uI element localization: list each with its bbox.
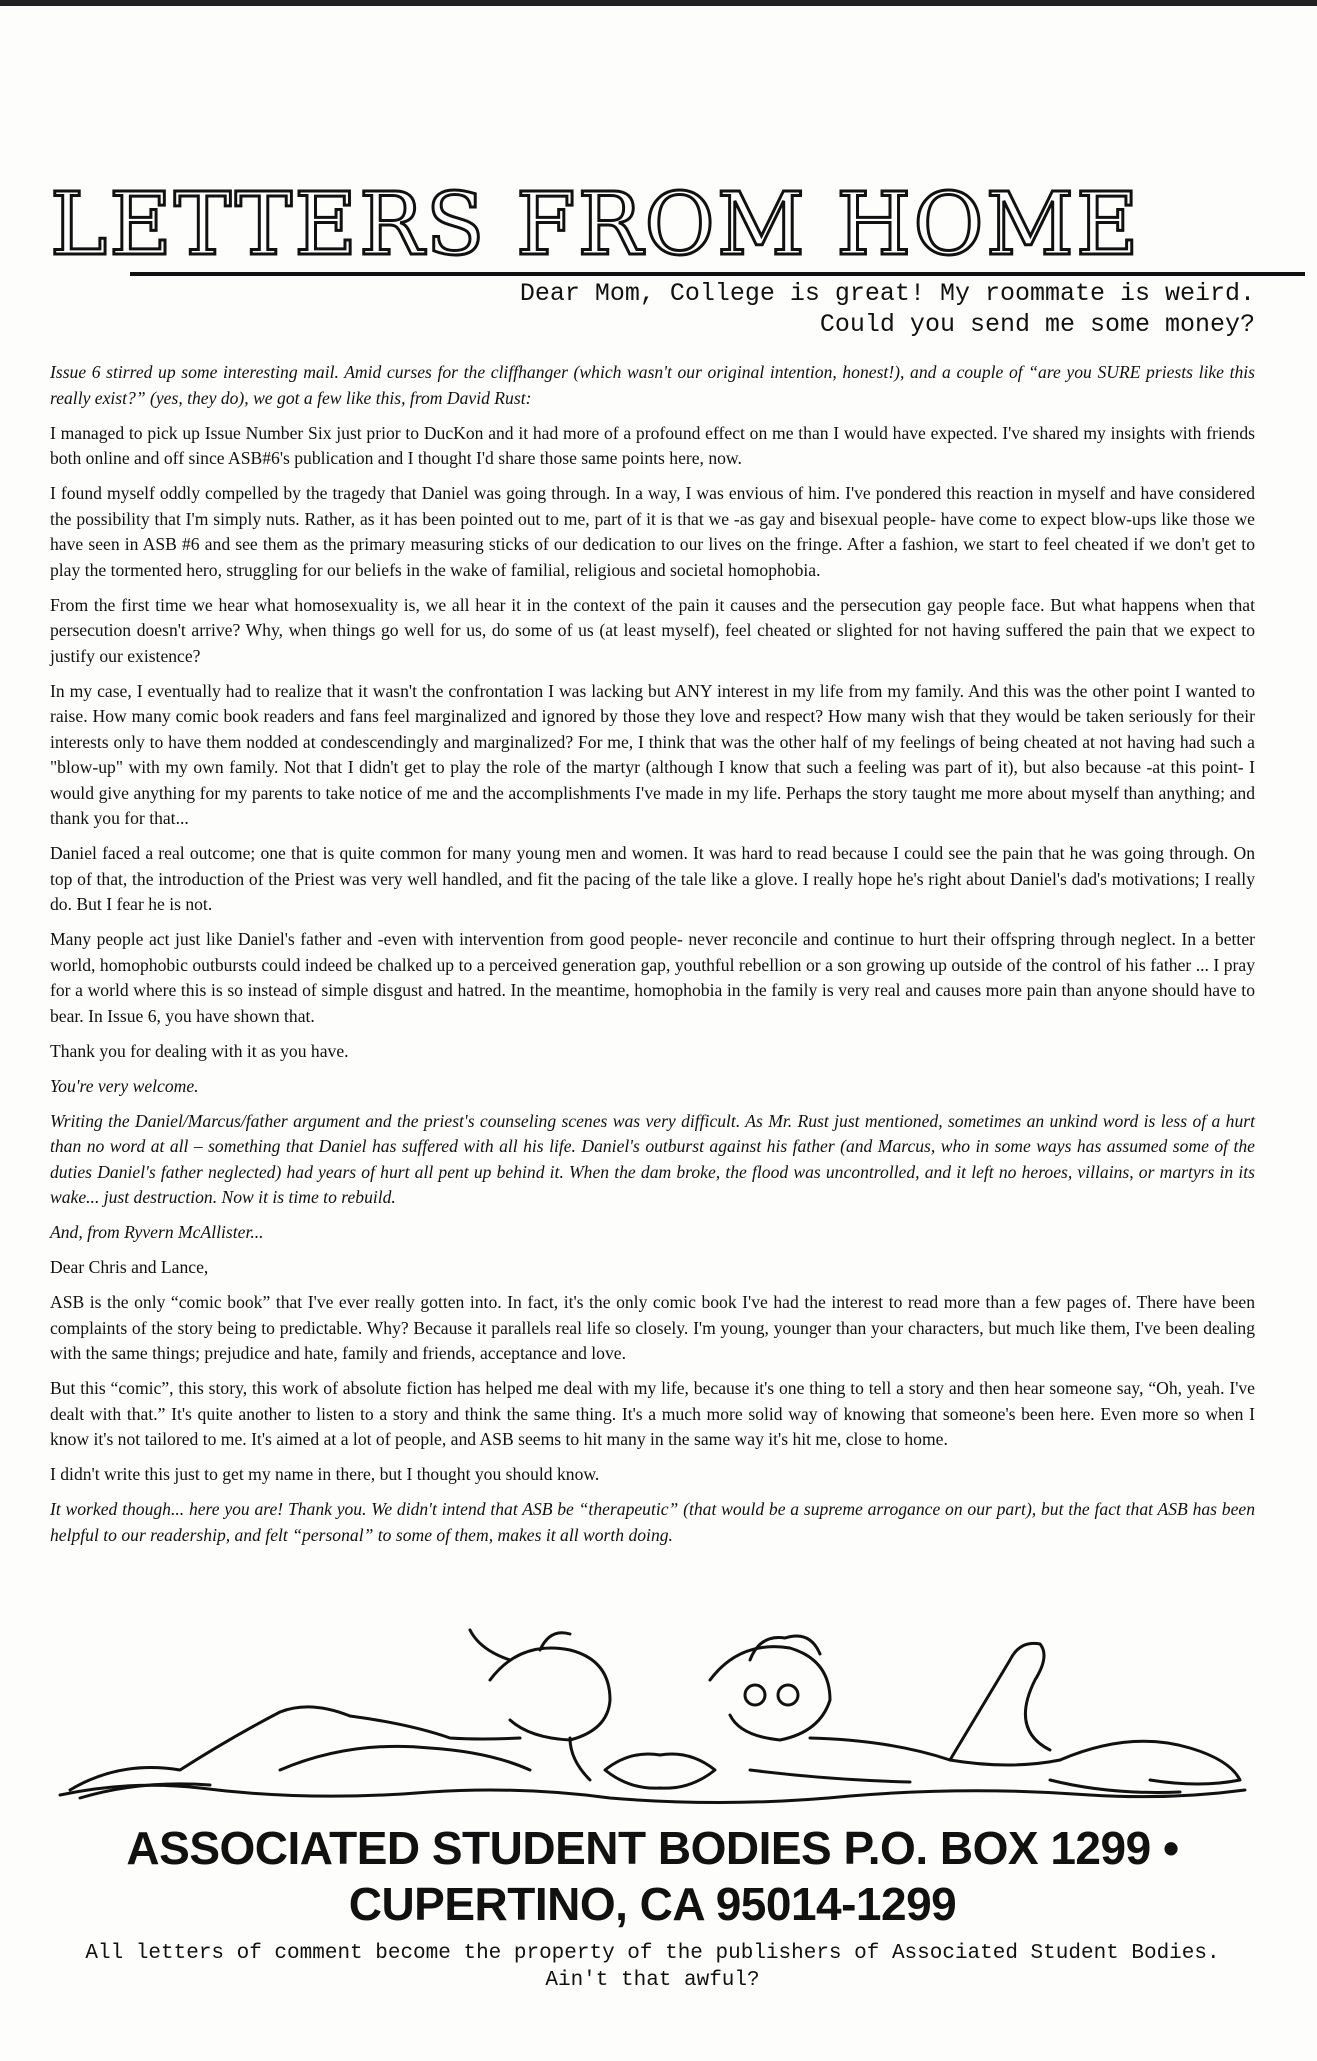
footer-note: All letters of comment become the property of the publishers of Associated Student Bodies. Ain't that awful? (85, 1942, 1220, 1992)
page-top-edge (0, 0, 1317, 6)
letter-paragraph: ASB is the only “comic book” that I've ever really gotten into. In fact, it's the only comic book I've had the interest to read more than a few pages of. There have been complaints of the story being to predictable. Why? Because it parallels real life so closely. I'm young, younger than your characters, but much like them, I've been dealing with the same things; prejudice and hate, family and friends, acceptance and love. (50, 1292, 1255, 1363)
letters-column (50, 360, 1255, 1558)
letter-paragraph: I found myself oddly compelled by the tragedy that Daniel was going through. In a way, I was envious of him. I've pondered this reaction in myself and have considered the possibility that I'm simply nuts. Rather, as it has been pointed out to me, part of it is that we -as gay and bisexual people- have come to expect blow-ups like those we have seen in ASB #6 and see them as the primary measuring sticks of our dedication to our lives on the fringe. After a fashion, we start to feel cheated if we don't get to play the tormented hero, struggling for our beliefs in the wake of familial, religious and societal homophobia. (50, 483, 1255, 580)
letter-paragraph: Many people act just like Daniel's father and -even with intervention from good people- never reconcile and continue to hurt their offspring through neglect. In a better world, homophobic outbursts could indeed be chalked up to a perceived generation gap, youthful rebellion or a son growing up outside of the control of his father ... I pray for a world where this is so instead of simple disgust and hatred. In the meantime, homophobia in the family is very real and causes more pain than anyone should have to bear. In Issue 6, you have shown that. (50, 929, 1255, 1026)
letter-paragraph: In my case, I eventually had to realize that it wasn't the confrontation I was lacking but ANY interest in my life from my family. And this was the other point I wanted to raise. How many comic book readers and fans feel marginalized and ignored by those they love and respect? How many wish that they would be taken seriously for their interests only to have them nodded at condescendingly and marginalized? For me, I think that was the other half of my feelings of being cheated at not having had such a "blow-up" with my own family. Not that I didn't get to play the role of the martyr (although I know that such a feeling was part of it), but also because -at this point- I would give anything for my parents to take notice of me and the accomplishments I've made in my life. Perhaps the story taught me more about myself than anything; and thank you for that... (50, 680, 1255, 828)
title-underline (130, 272, 1305, 276)
letter-paragraph: Dear Chris and Lance, (50, 1257, 209, 1277)
letter-paragraph: I didn't write this just to get my name in there, but I thought you should know. (50, 1464, 600, 1484)
reclining-characters-illustration (50, 1620, 1255, 1820)
letter-paragraph: But this “comic”, this story, this work of absolute fiction has helped me deal with my life, because it's one thing to tell a story and then hear someone say, “Oh, yeah. I've dealt with that.” It's quite another to listen to a story and think the same thing. It's a much more solid way of knowing that someone's been here. Even more so when I know it's not tailored to me. It's aimed at a lot of people, and ASB seems to hit many in the same way it's hit me, close to home. (50, 1378, 1255, 1449)
editor-paragraph: And, from Ryvern McAllister... (50, 1222, 264, 1242)
editor-paragraph: Issue 6 stirred up some interesting mail. Amid curses for the cliffhanger (which wasn't our original intention, honest!), and a couple of “are you SURE priests like this really exist?” (yes, they do), we got a few like this, from David Rust: (50, 362, 1255, 408)
letter-paragraph: From the first time we hear what homosexuality is, we all hear it in the context of the pain it causes and the persecution gay people face. But what happens when that persecution doesn't arrive? Why, when things go well for us, do some of us (at least myself), feel cheated or slighted for not having suffered the pain that we expect to justify our existence? (50, 594, 1255, 666)
editor-paragraph: Writing the Daniel/Marcus/father argument and the priest's counseling scenes was very difficult. As Mr. Rust just mentioned, sometimes an unkind word is less of a hurt than no word at all – something that Daniel has suffered with all his life. Daniel's outburst against his father (and Marcus, who in some ways has assumed some of the duties Daniel's father neglected) had years of hurt all pent up behind it. When the dam broke, the flood was uncontrolled, and it left no heroes, villains, or martyrs in its wake... just destruction. Now it is time to rebuild. (50, 1110, 1255, 1207)
letter-paragraph: I managed to pick up Issue Number Six just prior to DucKon and it had more of a profound effect on me than I would have expected. I've shared my insights with friends both online and off since ASB#6's publication and I thought I'd share those same points here, now. (50, 422, 1255, 468)
address-line-1: ASSOCIATED STUDENT BODIES P.O. BOX 1299 • (126, 1822, 1179, 1874)
editor-paragraph: You're very welcome. (50, 1075, 199, 1096)
editor-paragraph: It worked though... here you are! Thank you. We didn't intend that ASB be “therapeutic” (that would be a supreme arrogance on our part), but the fact that ASB has been helpful to our readership, and felt “personal” to some of them, makes it all worth doing. (50, 1499, 1255, 1545)
mailing-address (50, 1820, 1255, 1932)
address-line-2: CUPERTINO, CA 95014-1299 (348, 1878, 957, 1930)
letter-paragraph: Daniel faced a real outcome; one that is quite common for many young men and women. It was hard to read because I could see the pain that he was going through. On top of that, the introduction of the Priest was very well handled, and fit the pacing of the tale like a glove. I really hope he's right about Daniel's dad's motivations; I really do. But I fear he is not. (50, 843, 1255, 914)
page-subtitle: Dear Mom, College is great! My roommate is weird. Could you send me some money? (519, 279, 1255, 339)
page-title: LETTERS FROM HOME (50, 180, 1141, 270)
letter-paragraph: Thank you for dealing with it as you have. (50, 1040, 349, 1061)
